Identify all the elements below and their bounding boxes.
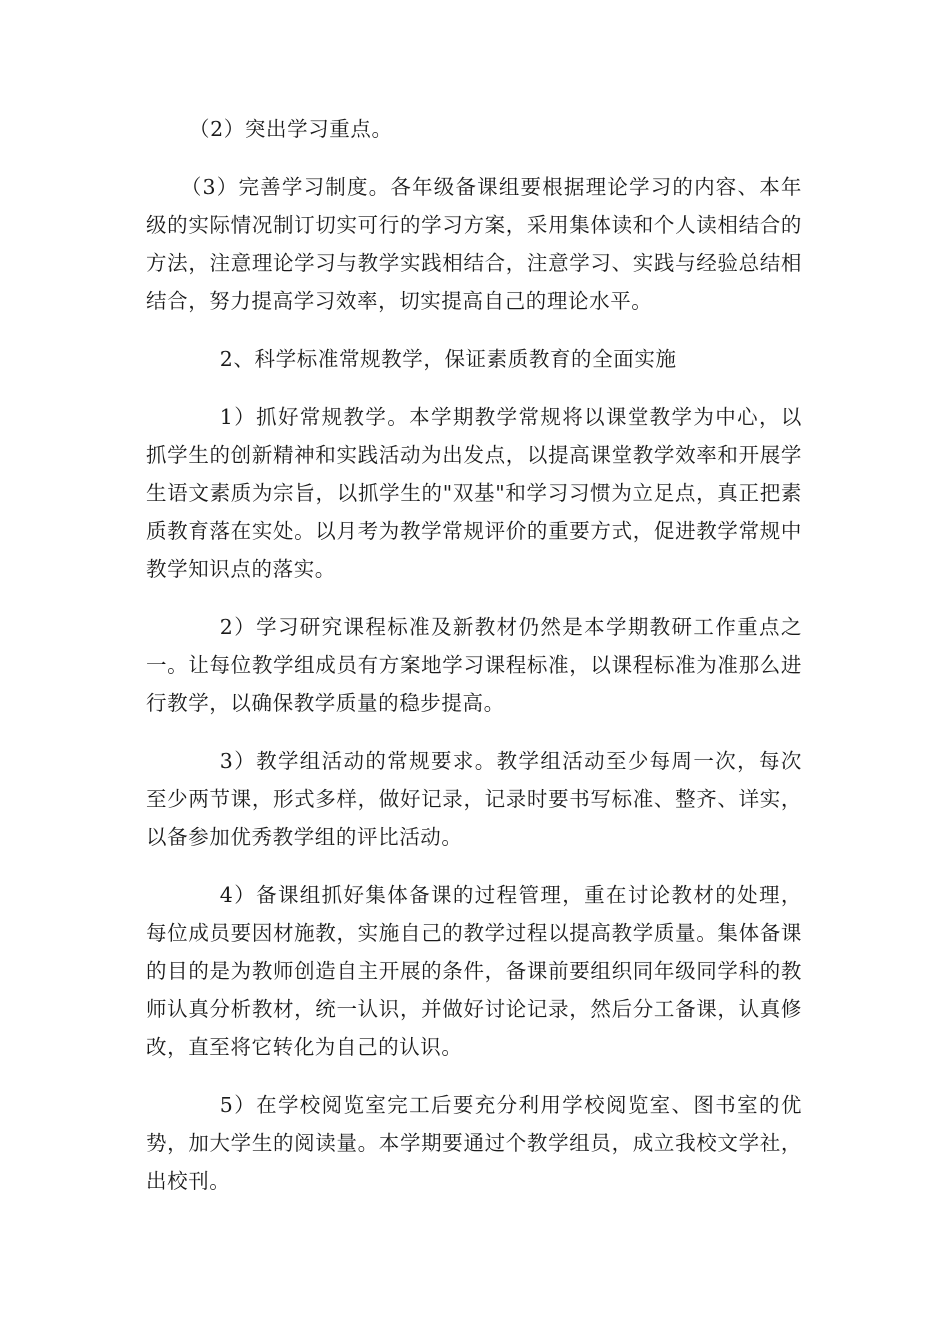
section-heading-regular-teaching: 2、科学标准常规教学，保证素质教育的全面实施 bbox=[219, 347, 677, 371]
paragraph-study-system: （3）完善学习制度。各年级备课组要根据理论学习的内容、本年级的实际情况制订切实可行的学习方案，采用集体读和个人读相结合的方法，注意理论学习与教学实践相结合，注意学习、实践与经验总结相结合，努力提高学习效率，切实提高自己的理论水平。 bbox=[146, 175, 802, 313]
paragraph-item-4: 4）备课组抓好集体备课的过程管理，重在讨论教材的处理，每位成员要因材施教，实施自己的教学过程以提高教学质量。集体备课的目的是为教师创造自主开展的条件，备课前要组织同年级同学科的教师认真分析教材，统一认识，并做好讨论记录，然后分工备课，认真修改，直至将它转化为自己的认识。 bbox=[146, 883, 802, 1059]
paragraph-item-2: 2）学习研究课程标准及新教材仍然是本学期教研工作重点之一。让每位教学组成员有方案地学习课程标准，以课程标准为准那么进行教学，以确保教学质量的稳步提高。 bbox=[146, 615, 802, 715]
paragraph-item-3: 3）教学组活动的常规要求。教学组活动至少每周一次，每次至少两节课，形式多样，做好记录，记录时要书写标准、整齐、详实，以备参加优秀教学组的评比活动。 bbox=[146, 749, 802, 849]
paragraph-item-5: 5）在学校阅览室完工后要充分利用学校阅览室、图书室的优势，加大学生的阅读量。本学期要通过个教学组员，成立我校文学社，出校刊。 bbox=[146, 1093, 802, 1193]
document-body bbox=[146, 110, 802, 1220]
paragraph-item-1: 1）抓好常规教学。本学期教学常规将以课堂教学为中心，以抓学生的创新精神和实践活动为出发点，以提高课堂教学效率和开展学生语文素质为宗旨，以抓学生的"双基"和学习习惯为立足点，真正把素质教育落在实处。以月考为教学常规评价的重要方式，促进教学常规中教学知识点的落实。 bbox=[146, 405, 802, 581]
paragraph-study-focus: （2）突出学习重点。 bbox=[189, 117, 393, 141]
